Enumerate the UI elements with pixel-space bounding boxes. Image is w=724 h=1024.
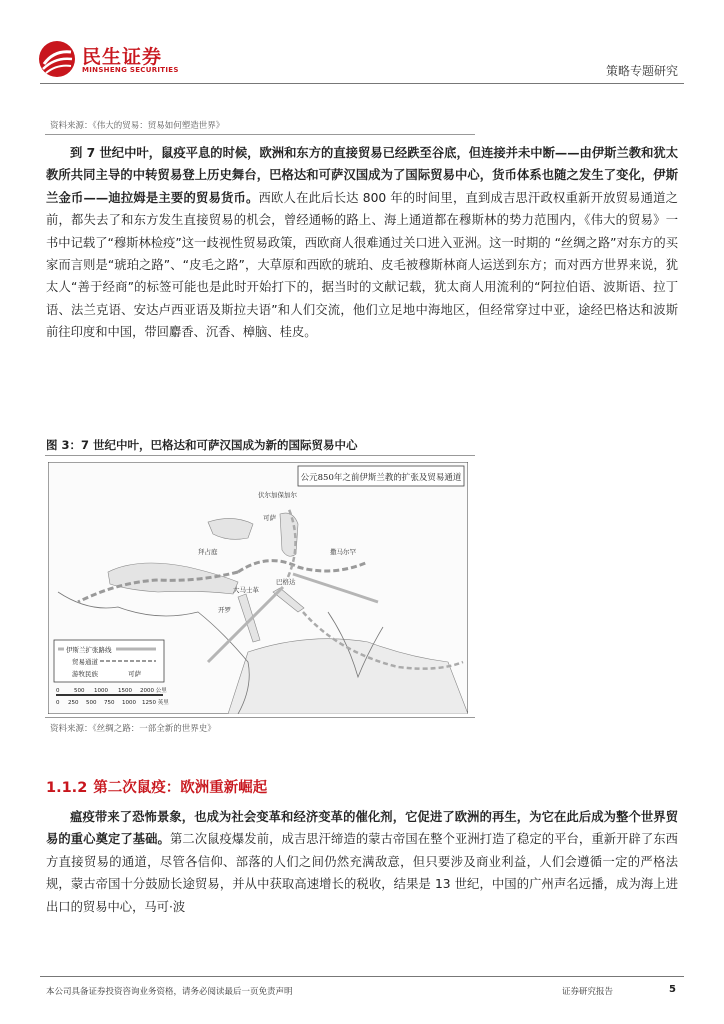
svg-text:0: 0 [56,700,60,706]
legend-expansion-label: 伊斯兰扩张路线 [66,646,112,654]
body-paragraph-1 [46,142,678,344]
figure-title: 图 3：7 世纪中叶，巴格达和可萨汉国成为新的国际贸易中心 [46,438,358,452]
paragraph-1-bold: 到 7 世纪中叶，鼠疫平息的时候，欧洲和东方的直接贸易已经跌至谷底，但连接并未中断——由伊斯兰教和犹太教所共同主导的中转贸易登上历史舞台，巴格达和可萨汉国成为了国际贸易中心，货币体系也随之发生了变化，伊斯兰金币——迪拉姆是主要的贸易货币。 [46,146,678,205]
footer-divider [40,976,684,977]
paragraph-2-bold: 瘟疫带来了恐怖景象，也成为社会变革和经济变革的催化剂，它促进了欧洲的再生，为它在此后成为整个世界贸易的重心奠定了基础。 [46,810,678,847]
logo-chinese-name: 民生证券 [82,46,163,68]
label-volga-bulgar: 伏尔加保加尔 [258,491,297,499]
svg-text:500: 500 [86,700,97,706]
svg-text:250: 250 [68,700,79,706]
footer-disclaimer: 本公司具备证券投资咨询业务资格，请务必阅读最后一页免责声明 [46,987,293,997]
paragraph-1-text: 西欧人在此后长达 800 年的时间里，直到成吉思汗政权重新开放贸易通道之前，都失去了和东方发生直接贸易的机会，曾经通畅的路上、海上通道都在穆斯林的势力范围内，《伟大的贸易》一书中记载了“穆斯林检疫”这一歧视性贸易政策，西欧商人很难通过关口进入亚洲。这一时期的 “丝绸之路”对东方的买家而言则是“琥珀之路”、“皮毛之路”，大草原和西欧的琥珀、皮毛被穆斯林商人运送到东方；而对西方世界来说，犹太人“善于经商”的标签可能也是此时开始打下的，据当时的文献记载，犹太商人用流利的“阿拉伯语、波斯语、拉丁语、法兰克语、安达卢西亚语及斯拉夫语”和人们交流，他们立足地中海地区，但经常穿过中亚，途经巴格达和波斯前往印度和中国，带回麝香、沉香、樟脑、桂皮。 [46,190,678,340]
label-samarkand: 撒马尔罕 [330,548,356,556]
figure-title-divider [45,455,475,456]
legend-nomads-label: 游牧民族 [72,670,98,678]
legend-trade-label: 贸易通道 [72,658,98,666]
svg-text:1000: 1000 [94,688,108,694]
company-logo [38,40,188,80]
section-title: 第二次鼠疫：欧洲重新崛起 [93,780,268,796]
header-divider [40,83,684,84]
body-paragraph-2 [46,806,678,918]
minsheng-logo-icon [38,40,76,78]
label-cairo: 开罗 [218,606,231,614]
paragraph-2-text: 第二次鼠疫爆发前，成吉思汗缔造的蒙古帝国在整个亚洲打造了稳定的平台，重新开辟了东西方直接贸易的通道，尽管各信仰、部落的人们之间仍然充满敌意，但只要涉及商业利益，人们会遵循一定的严格法规，蒙古帝国十分鼓励长途贸易，并从中获取高速增长的税收，结果是 13 世纪，中国的广州声名远播，成为海上进出口的贸易中心，马可·波 [46,832,678,914]
svg-text:1000: 1000 [122,700,136,706]
source-note-figure: 资料来源：《丝绸之路：一部全新的世界史》 [50,724,216,734]
label-khazar: 可萨 [263,514,276,522]
svg-text:2000 公里: 2000 公里 [140,688,167,694]
section-number: 1.1.2 [46,780,88,796]
map-title: 公元850年之前伊斯兰教的扩张及贸易通道 [300,473,462,483]
label-byzantium: 拜占庭 [198,548,218,556]
legend-tribute-label: 可萨 [128,670,141,678]
figure-bottom-divider [45,717,475,718]
label-damascus: 大马士革 [233,586,259,594]
svg-text:1500: 1500 [118,688,132,694]
page-number: 5 [669,984,676,995]
section-heading [46,776,267,797]
trade-route-map [48,462,468,714]
label-baghdad: 巴格达 [276,578,296,586]
report-type: 策略专题研究 [605,64,678,78]
footer-report-label: 证券研究报告 [562,987,614,997]
svg-text:0: 0 [56,688,60,694]
source-divider-top [45,134,475,135]
source-note-top: 资料来源：《伟大的贸易：贸易如何塑造世界》 [50,121,225,131]
svg-text:500: 500 [74,688,85,694]
logo-english-name: MINSHENG SECURITIES [82,66,179,74]
svg-text:750: 750 [104,700,115,706]
svg-text:1250 英里: 1250 英里 [142,700,169,706]
